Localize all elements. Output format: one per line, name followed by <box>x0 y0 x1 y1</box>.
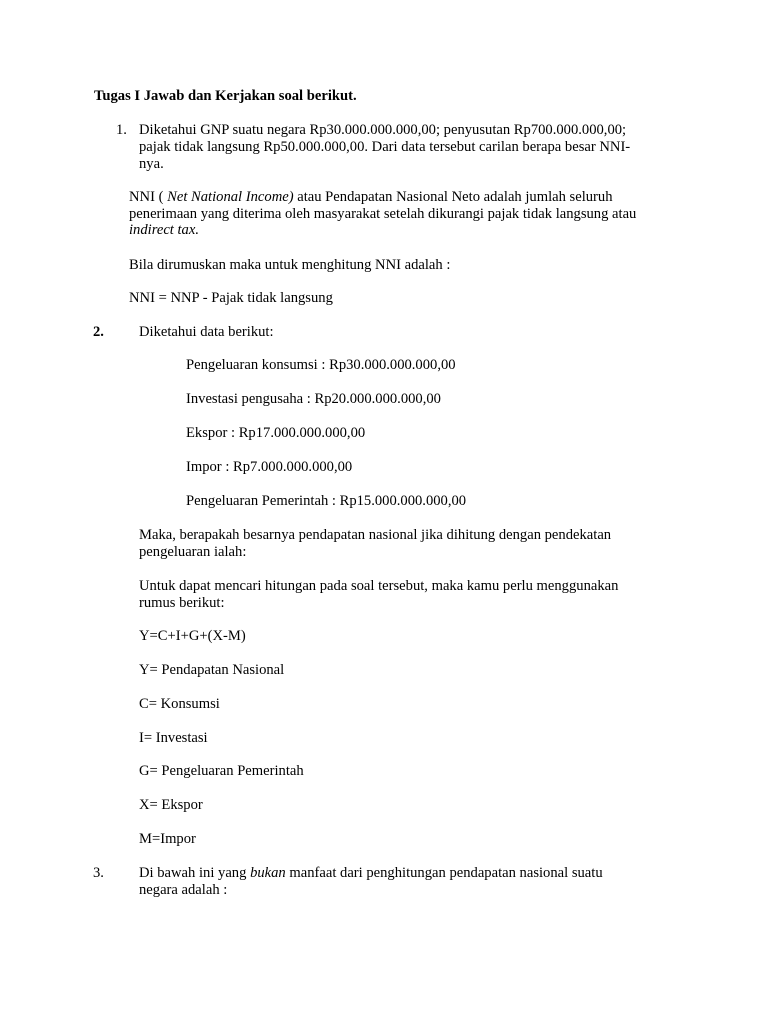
q2-data-item: Investasi pengusaha : Rp20.000.000.000,00 <box>186 391 441 407</box>
q1-formula: NNI = NNP - Pajak tidak langsung <box>129 290 333 306</box>
q2-data-item: Pengeluaran konsumsi : Rp30.000.000.000,00 <box>186 357 456 373</box>
nni-definition-text: atau Pendapatan Nasional Neto adalah jumlah seluruh <box>293 189 613 205</box>
q2-question-line: Maka, berapakah besarnya pendapatan nasional jika dihitung dengan pendekatan <box>139 527 612 543</box>
q2-data-item: Impor : Rp7.000.000.000,00 <box>186 459 353 475</box>
q1-nni-definition-line <box>129 222 199 239</box>
q2-formula-item: I= Investasi <box>139 730 208 746</box>
q2-number: 2. <box>93 324 104 340</box>
nni-english-term: Net National Income) <box>167 189 294 205</box>
q2-data-item: Ekspor : Rp17.000.000.000,00 <box>186 425 366 441</box>
q3-text-line: negara adalah : <box>139 882 228 898</box>
q2-formula-item: G= Pengeluaran Pemerintah <box>139 763 304 779</box>
q1-number: 1. <box>116 122 127 138</box>
q2-question-line: pengeluaran ialah: <box>139 544 247 560</box>
q1-formula-intro: Bila dirumuskan maka untuk menghitung NNI adalah : <box>129 257 451 273</box>
q3-text-part: manfaat dari penghitungan pendapatan nasional suatu <box>285 865 603 881</box>
q3-text-part: Di bawah ini yang <box>139 865 251 881</box>
q2-formula-item: Y= Pendapatan Nasional <box>139 662 285 678</box>
q2-formula-item: M=Impor <box>139 831 196 847</box>
q3-text-line <box>139 865 603 882</box>
q2-intro: Diketahui data berikut: <box>139 324 274 340</box>
q2-data-item: Pengeluaran Pemerintah : Rp15.000.000.000,00 <box>186 493 467 509</box>
document-title: Tugas I Jawab dan Kerjakan soal berikut. <box>94 88 357 104</box>
q2-hint-line: Untuk dapat mencari hitungan pada soal tersebut, maka kamu perlu menggunakan <box>139 578 619 594</box>
q1-nni-definition-line <box>129 189 613 206</box>
nni-abbrev: NNI ( <box>129 189 168 205</box>
q1-text-line: nya. <box>139 156 164 172</box>
q3-number: 3. <box>93 865 104 881</box>
q2-formula-item: C= Konsumsi <box>139 696 220 712</box>
indirect-tax-term: indirect tax. <box>129 222 199 238</box>
q2-formula-item: Y=C+I+G+(X-M) <box>139 628 246 644</box>
q1-nni-definition-line: penerimaan yang diterima oleh masyarakat setelah dikurangi pajak tidak langsung atau <box>129 206 637 222</box>
q1-text-line: Diketahui GNP suatu negara Rp30.000.000.000,00; penyusutan Rp700.000.000,00; <box>139 122 627 138</box>
q1-text-line: pajak tidak langsung Rp50.000.000,00. Dari data tersebut carilan berapa besar NNI- <box>139 139 631 155</box>
q2-hint-line: rumus berikut: <box>139 595 225 611</box>
q3-emphasis-bukan: bukan <box>250 865 286 881</box>
q2-formula-item: X= Ekspor <box>139 797 203 813</box>
